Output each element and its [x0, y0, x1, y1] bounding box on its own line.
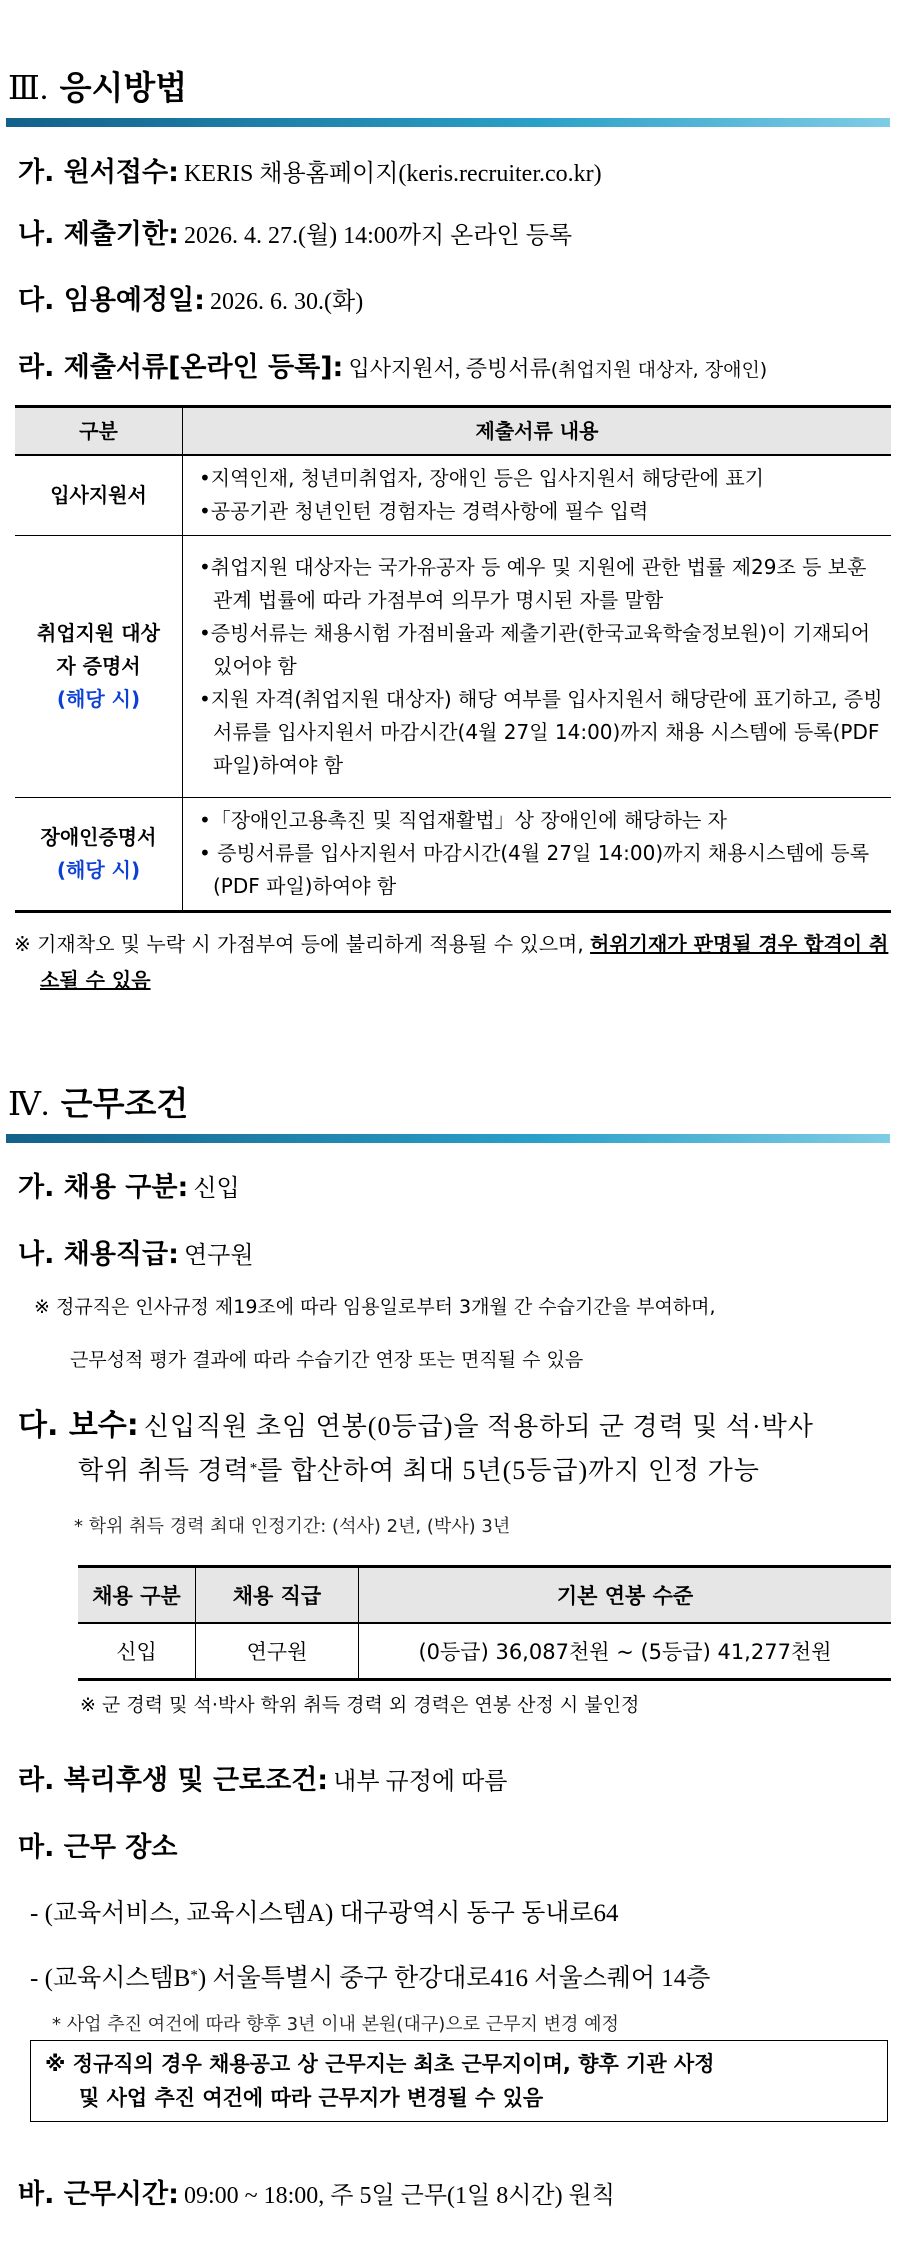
table-row	[15, 797, 891, 911]
item-label: 바. 근무시간:	[18, 2179, 179, 2210]
row-category	[15, 535, 183, 797]
workplace-text: ) 서울특별시 중구 한강대로416 서울스퀘어 14층	[197, 1965, 711, 1992]
probation-note-cont: 근무성적 평가 결과에 따라 수습기간 연장 또는 면직될 수 있음	[70, 1349, 584, 1371]
item-value: 09:00 ~ 18:00, 주 5일 근무(1일 8시간) 원칙	[183, 2183, 615, 2209]
item-label: 라. 복리후생 및 근로조건:	[18, 1765, 329, 1796]
item-label: 마. 근무 장소	[18, 1832, 178, 1863]
content-line: •「장애인고용촉진 및 직업재활법」상 장애인에 해당하는 자	[199, 808, 727, 832]
table-header-category: 구분	[15, 407, 183, 456]
item-label: 다. 보수:	[18, 1408, 139, 1443]
section3-title	[8, 62, 187, 109]
content-line: • 증빙서류를 입사지원서 마감시간(4월 27일 14:00)까지 채용시스템에 등록(PDF 파일)하여야 함	[199, 841, 870, 898]
table-header-row	[78, 1567, 891, 1624]
item-value: 신입	[193, 1176, 240, 1202]
salary-table	[78, 1565, 891, 1681]
false-entry-note	[14, 926, 890, 998]
table-row	[15, 535, 891, 797]
workplace-notice-box	[30, 2040, 888, 2122]
table-cell: (0등급) 36,087천원 ~ (5등급) 41,277천원	[359, 1623, 892, 1680]
category-note: (해당 시)	[56, 857, 141, 882]
section4-title-text: 근무조건	[60, 1084, 189, 1123]
note-text: ※ 기재착오 및 누락 시 가점부여 등에 불리하게 적용될 수 있으며,	[14, 932, 591, 956]
section3-title-text: 응시방법	[59, 68, 188, 107]
salary-sup: *	[249, 1460, 258, 1477]
content-line: •취업지원 대상자는 국가유공자 등 예우 및 지원에 관한 법률 제29조 등 보훈 관계 법률에 따라 가점부여 의무가 명시된 자를 말함	[199, 554, 867, 612]
category-label: 장애인증명서	[40, 824, 157, 849]
notice-line: 및 사업 추진 여건에 따라 근무지가 변경될 수 있음	[79, 2086, 544, 2110]
item-hire-type	[18, 1165, 240, 1204]
degree-footnote: * 학위 취득 경력 최대 인정기간: (석사) 2년, (박사) 3년	[74, 1516, 511, 1537]
category-label: 취업지원 대상자 증명서	[37, 620, 160, 678]
item-working-hours	[18, 2172, 615, 2211]
item-label: 다. 임용예정일:	[18, 285, 205, 316]
section4-divider	[6, 1134, 890, 1143]
category-label: 입사지원서	[50, 482, 147, 507]
item-deadline	[18, 212, 572, 251]
table-header: 채용 직급	[196, 1567, 359, 1624]
workplace-seoul	[30, 1958, 710, 1994]
category-note: (해당 시)	[56, 686, 141, 711]
table-cell: 연구원	[196, 1623, 359, 1680]
table-row	[15, 455, 891, 535]
notice-line: ※ 정규직의 경우 채용공고 상 근무지는 최초 근무지이며, 향후 기관 사정	[45, 2052, 715, 2076]
table-header: 기본 연봉 수준	[359, 1567, 892, 1624]
content-line: •증빙서류는 채용시험 가점비율과 제출기관(한국교육학술정보원)이 기재되어 있어야 함	[199, 620, 871, 678]
salary-text: 학위 취득 경력	[78, 1456, 250, 1485]
probation-note: ※ 정규직은 인사규정 제19조에 따라 임용일로부터 3개월 간 수습기간을 부여하며,	[34, 1296, 716, 1318]
item-value: 입사지원서, 증빙서류	[348, 356, 551, 381]
content-line: •지원 자격(취업지원 대상자) 해당 여부를 입사지원서 해당란에 표기하고, 증빙서류를 입사지원서 마감시간(4월 27일 14:00)까지 채용 시스템에 등록(PDF 파일)하여야 함	[199, 686, 883, 777]
salary-text: 를 합산하여 최대 5년(5등급)까지 인정 가능	[257, 1456, 760, 1485]
item-value: 내부 규정에 따름	[333, 1769, 508, 1795]
item-label: 라. 제출서류[온라인 등록]:	[18, 352, 344, 383]
table-header-row	[15, 407, 891, 456]
table-cell: 신입	[78, 1623, 196, 1680]
item-label: 나. 채용직급:	[18, 1239, 179, 1270]
row-content	[183, 455, 892, 535]
item-label: 나. 제출기한:	[18, 219, 179, 250]
item-workplace	[18, 1825, 177, 1864]
table-header: 채용 구분	[78, 1567, 196, 1624]
workplace-sup: *	[190, 1967, 198, 1984]
content-line: •지역인재, 청년미취업자, 장애인 등은 입사지원서 해당란에 표기	[199, 466, 764, 491]
table-row	[78, 1623, 891, 1680]
item-value: 신입직원 초임 연봉(0등급)을 적용하되 군 경력 및 석·박사	[143, 1412, 814, 1441]
item-value: KERIS 채용홈페이지(keris.recruiter.co.kr)	[183, 161, 602, 187]
item-documents	[18, 345, 767, 384]
item-appointment-date	[18, 278, 363, 317]
section3-roman: Ⅲ.	[8, 71, 49, 107]
content-line: •공공기관 청년인턴 경험자는 경력사항에 필수 입력	[199, 499, 649, 524]
workplace-daegu: - (교육서비스, 교육시스템A) 대구광역시 동구 동내로64	[30, 1900, 619, 1927]
note-underlined: 허위기재가 판명될 경우 합격이 취소될 수 있음	[40, 932, 889, 992]
row-category	[15, 455, 183, 535]
item-salary-cont	[78, 1450, 760, 1487]
row-category	[15, 797, 183, 911]
item-position	[18, 1232, 254, 1271]
item-label: 가. 원서접수:	[18, 157, 179, 188]
item-application	[18, 150, 602, 189]
workplace-footnote: * 사업 추진 여건에 따라 향후 3년 이내 본원(대구)으로 근무지 변경 예정	[52, 2014, 619, 2035]
section4-title	[8, 1078, 188, 1125]
workplace-text: - (교육시스템B	[30, 1965, 191, 1992]
salary-table-note: ※ 군 경력 및 석·박사 학위 취득 경력 외 경력은 연봉 산정 시 불인정	[80, 1694, 640, 1716]
table-header-content: 제출서류 내용	[183, 407, 892, 456]
row-content	[183, 797, 892, 911]
row-content	[183, 535, 892, 797]
item-value: 연구원	[183, 1243, 254, 1269]
item-welfare	[18, 1758, 507, 1797]
documents-table	[15, 405, 891, 913]
item-value-note: (취업지원 대상자, 장애인)	[550, 359, 768, 381]
item-value: 2026. 4. 27.(월) 14:00까지 온라인 등록	[183, 223, 573, 249]
section3-divider	[6, 118, 890, 127]
item-salary	[18, 1400, 814, 1444]
item-label: 가. 채용 구분:	[18, 1172, 189, 1203]
item-value: 2026. 6. 30.(화)	[210, 289, 364, 315]
section4-roman: Ⅳ.	[8, 1087, 50, 1123]
